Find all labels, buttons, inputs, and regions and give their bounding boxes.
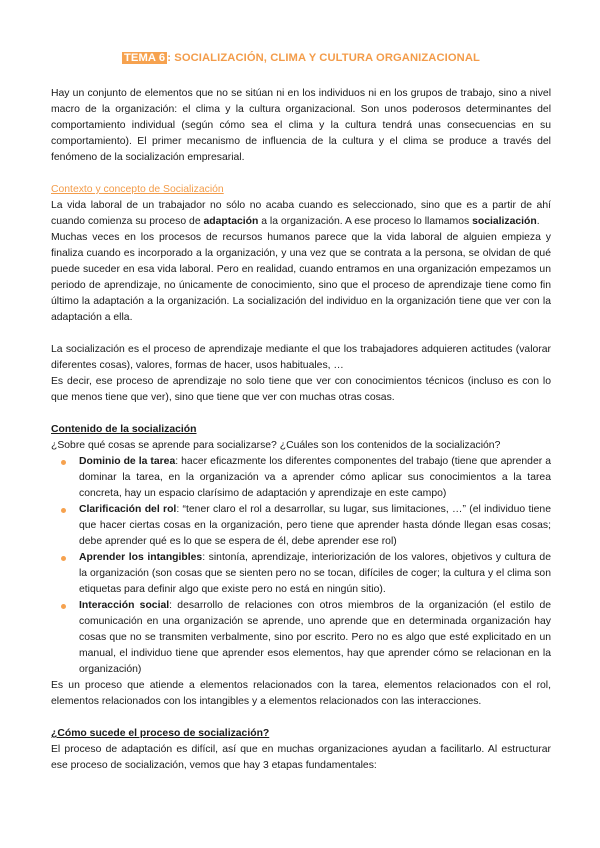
text-span: a la organización. A ese proceso lo llamamos	[258, 216, 473, 227]
item-term: Clarificación del rol	[79, 504, 177, 515]
process-paragraph: El proceso de adaptación es difícil, así que en muchas organizaciones ayudan a facilitarlo. Al estructurar ese proceso de socialización, vemos que hay 3 etapas fundamentales:	[51, 744, 551, 771]
item-text: : “tener claro el rol a desarrollar, su lugar, sus limitaciones, …” (el individuo tiene que hacer ciertas cosas en la organización, pero tiene que aprender hasta dónde llegan esas cosas; debe aprender qué es lo que se espera de él, debe aprender ese rol)	[79, 504, 551, 547]
bullet-icon	[61, 508, 66, 513]
context-paragraph-4: Es decir, ese proceso de aprendizaje no solo tiene que ver con conocimientos técnicos (incluso es con lo que menos tiene que ver), sino que tiene que ver con muchas otras cosas.	[51, 376, 551, 403]
context-paragraph-2: Muchas veces en los procesos de recursos humanos parece que la vida laboral de alguien empieza y finaliza cuando es incorporado a la organización, y una vez que se contrata a la persona, se olvidan de qué puede suceder en esa vida laboral. Pero en realidad, cuando entramos en una organización empezamos un periodo de aprendizaje, no únicamente de conocimiento, sino que el proceso de aprendizaje tiene como fin último la adaptación a la organización. La socialización del individuo en la organización tiene que ver con la adaptación a ella.	[51, 232, 551, 323]
context-paragraph-3: La socialización es el proceso de aprendizaje mediante el que los trabajadores adquieren actitudes (valorar diferentes cosas), valores, formas de hacer, usos habituales, …	[51, 344, 551, 371]
item-term: Dominio de la tarea	[79, 456, 176, 467]
item-text: : hacer eficazmente los diferentes componentes del trabajo (tiene que aprender a dominar la tarea, en la organización va a aprender cómo aplicar sus conocimientos a la tarea concreta, hay un espacio clarísimo de adaptación y aprendizaje en este campo)	[79, 456, 551, 499]
item-text: : desarrollo de relaciones con otros miembros de la organización (el estilo de comunicación en una organización se aprende, uno aprende que en determinada organización hay cosas que no se transmiten verbalmente, sino por escrito. Pero no es algo que esté explicitado en un manual, el individuo tiene que aprender esos elementos, hay que aprender cómo se relacionan en la organización)	[79, 600, 552, 675]
title-text: : SOCIALIZACIÓN, CLIMA Y CULTURA ORGANIZACIONAL	[167, 52, 480, 64]
bullet-icon	[61, 556, 66, 561]
section-heading-content: Contenido de la socialización	[51, 424, 197, 435]
intro-paragraph: Hay un conjunto de elementos que no se sitúan ni en los individuos ni en los grupos de trabajo, sino a nivel macro de la organización: el clima y la cultura organizacional. Son unos poderosos determinantes del comportamiento individual (según cómo sea el clima y la cultura tendrá unas consecuencias en su comportamiento). El primer mecanismo de influencia de la cultura y el clima se produce a través del fenómeno de la socialización empresarial.	[51, 88, 551, 163]
term-adaptacion: adaptación	[203, 216, 259, 227]
term-socializacion: socialización	[472, 216, 537, 227]
bullet-icon	[61, 604, 66, 609]
list-item	[51, 454, 551, 502]
item-text: : sintonía, aprendizaje, interiorización de los valores, objetivos y cultura de la organización (son cosas que se sienten pero no se tocan, difíciles de coger; la cultura y el clima son etiquetas para definir algo que existe pero no está en ningún sitio).	[79, 552, 551, 595]
item-term: Aprender los intangibles	[79, 552, 203, 563]
topic-badge: TEMA 6	[124, 52, 166, 64]
document-page	[51, 50, 551, 774]
page-title	[51, 50, 551, 66]
section-heading-context: Contexto y concepto de Socialización	[51, 184, 224, 195]
item-term: Interacción social	[79, 600, 170, 611]
content-list	[51, 454, 551, 678]
list-item	[51, 550, 551, 598]
section-heading-process: ¿Cómo sucede el proceso de socialización?	[51, 728, 270, 739]
list-item	[51, 502, 551, 550]
bullet-icon	[61, 460, 66, 465]
content-summary: Es un proceso que atiende a elementos relacionados con la tarea, elementos relacionados con el rol, elementos relacionados con los intangibles y a elementos relacionados con las interacciones.	[51, 680, 551, 707]
text-span: .	[536, 216, 540, 227]
text-span: La vida laboral de un trabajador no sólo no acaba cuando es seleccionado, sino que es a partir de ahí cuando comienza su proceso de	[51, 200, 551, 227]
content-question: ¿Sobre qué cosas se aprende para socializarse? ¿Cuáles son los contenidos de la socialización?	[51, 440, 501, 451]
context-paragraph-1	[51, 198, 551, 230]
list-item	[51, 598, 551, 678]
